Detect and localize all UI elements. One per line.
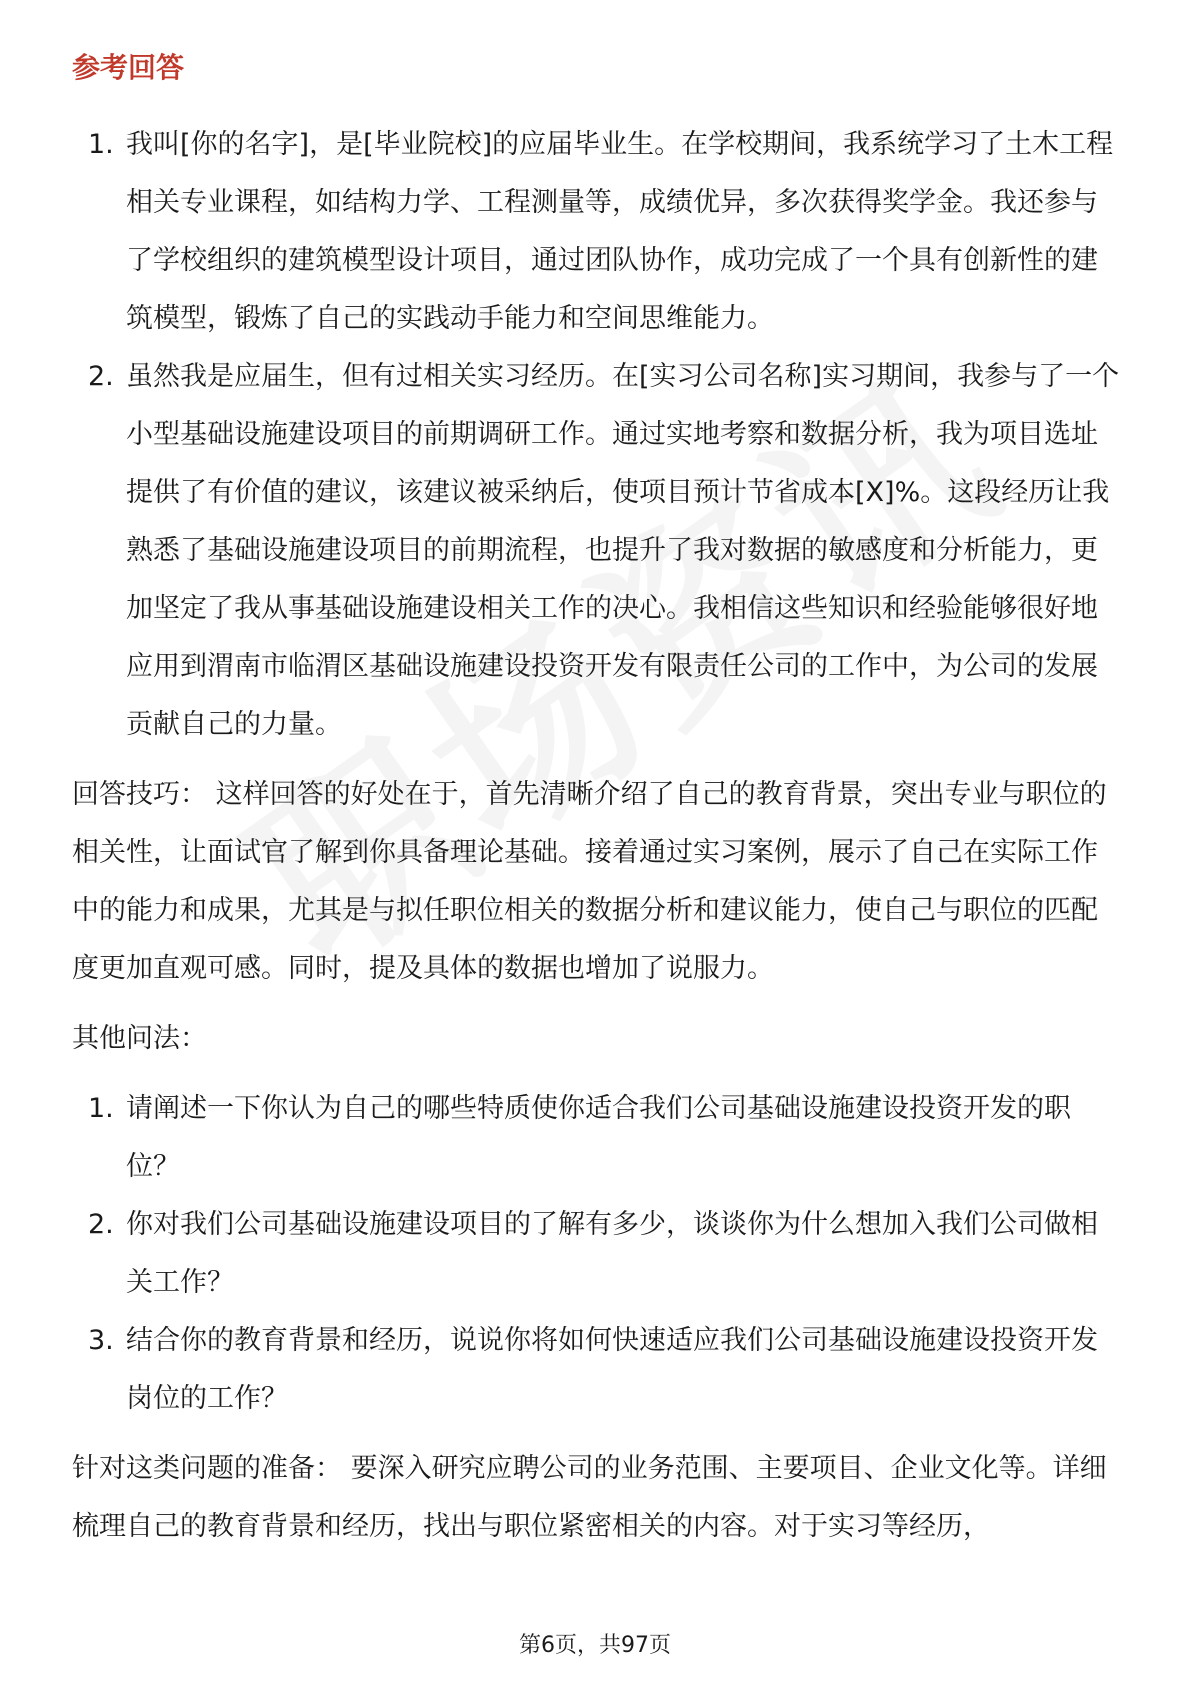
- section-title: 参考回答: [72, 51, 185, 84]
- other-question-1: [72, 1080, 1122, 1196]
- other-question-2: [72, 1196, 1122, 1312]
- question-text: 结合你的教育背景和经历，说说你将如何快速适应我们公司基础设施建设投资开发岗位的工作？: [126, 1325, 1098, 1414]
- answer-item-1: [72, 116, 1122, 348]
- page-footer: 第6页，共97页: [519, 1633, 671, 1658]
- answer-list: [72, 116, 1122, 754]
- other-question-3: [72, 1312, 1122, 1428]
- answer-item-2: [72, 348, 1122, 754]
- list-number: 2.: [88, 1209, 114, 1240]
- question-text: 你对我们公司基础设施建设项目的了解有多少，谈谈你为什么想加入我们公司做相关工作？: [126, 1209, 1098, 1298]
- answer-tips: 回答技巧： 这样回答的好处在于，首先清晰介绍了自己的教育背景，突出专业与职位的相关性，让面试官了解到你具备理论基础。接着通过实习案例，展示了自己在实际工作中的能力和成果，尤其是与拟任职位相关的数据分析和建议能力，使自己与职位的匹配度更加直观可感。同时，提及具体的数据也增加了说服力。: [72, 779, 1107, 984]
- answer-text: 我叫[你的名字]，是[毕业院校]的应届毕业生。在学校期间，我系统学习了土木工程相关专业课程，如结构力学、工程测量等，成绩优异，多次获得奖学金。我还参与了学校组织的建筑模型设计项目，通过团队协作，成功完成了一个具有创新性的建筑模型，锻炼了自己的实践动手能力和空间思维能力。: [126, 129, 1114, 334]
- content-body: [72, 116, 1122, 1556]
- list-number: 1.: [88, 1093, 114, 1124]
- other-questions-label: 其他问法：: [72, 1023, 207, 1054]
- other-questions-list: [72, 1080, 1122, 1428]
- list-number: 2.: [88, 361, 114, 392]
- preparation-paragraph: 针对这类问题的准备： 要深入研究应聘公司的业务范围、主要项目、企业文化等。详细梳理自己的教育背景和经历，找出与职位紧密相关的内容。对于实习等经历，: [72, 1453, 1107, 1542]
- question-text: 请阐述一下你认为自己的哪些特质使你适合我们公司基础设施建设投资开发的职位？: [126, 1093, 1071, 1182]
- list-number: 3.: [88, 1325, 114, 1356]
- list-number: 1.: [88, 129, 114, 160]
- answer-text: 虽然我是应届生，但有过相关实习经历。在[实习公司名称]实习期间，我参与了一个小型基础设施建设项目的前期调研工作。通过实地考察和数据分析，我为项目选址提供了有价值的建议，该建议被采纳后，使项目预计节省成本[X]%。这段经历让我熟悉了基础设施建设项目的前期流程，也提升了我对数据的敏感度和分析能力，更加坚定了我从事基础设施建设相关工作的决心。我相信这些知识和经验能够很好地应用到渭南市临渭区基础设施建设投资开发有限责任公司的工作中，为公司的发展贡献自己的力量。: [126, 361, 1120, 740]
